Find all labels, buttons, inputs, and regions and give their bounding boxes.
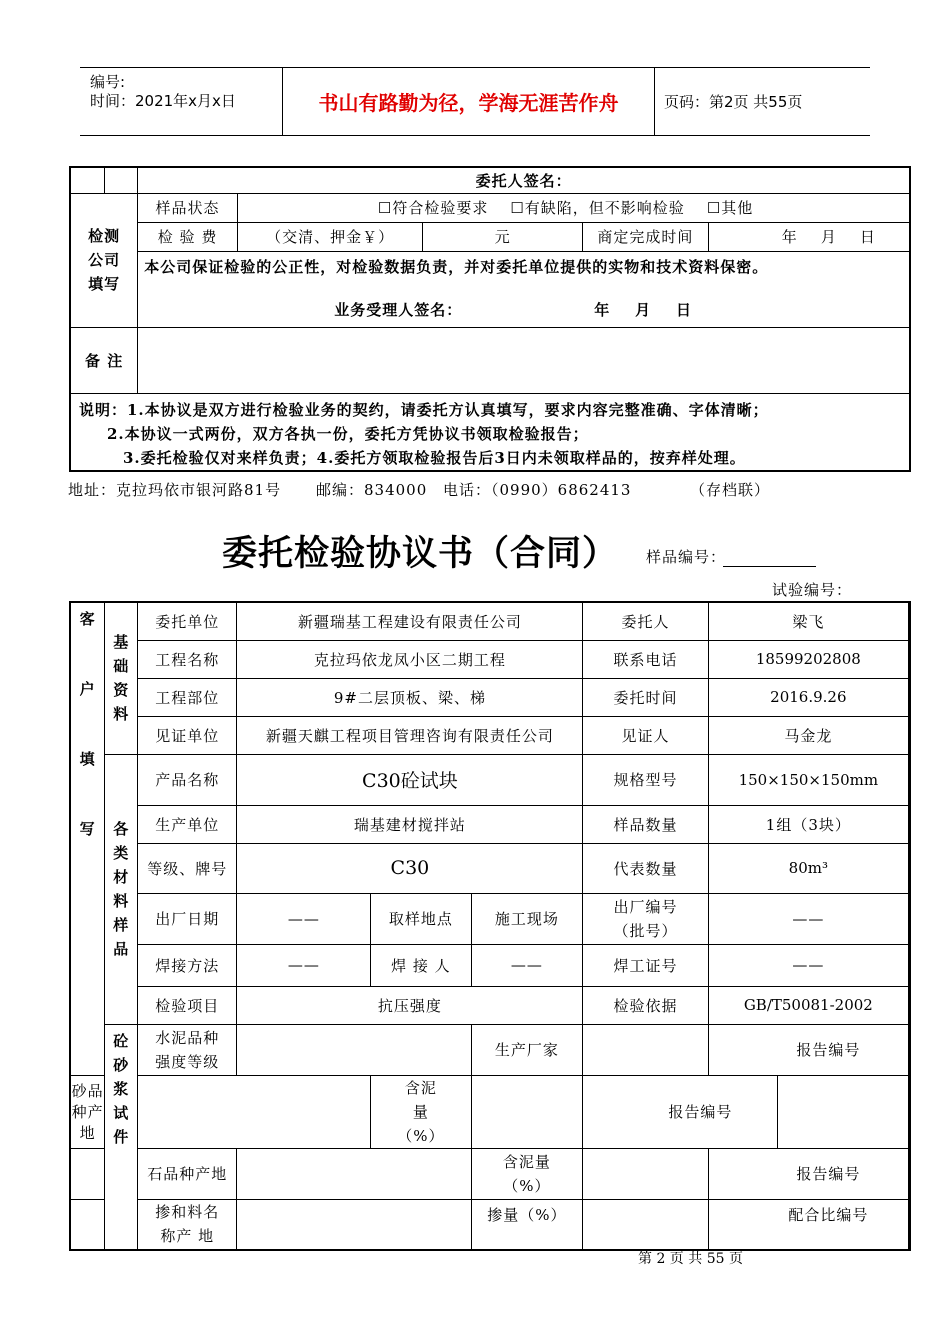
guarantee-text: 本公司保证检验的公正性，对检验数据负责，并对委托单位提供的实物和技术资料保密。 (144, 257, 769, 276)
phone-label: 联系电话 (613, 650, 678, 669)
manufacturer-label: 生产厂家 (494, 1041, 559, 1059)
maker-label: 生产单位 (155, 815, 220, 834)
entrust-date-label: 委托时间 (613, 688, 678, 707)
sample-no-field[interactable] (723, 566, 816, 567)
product-name: C30砼试块 (362, 770, 458, 792)
archive-copy: （存档联） (690, 481, 771, 499)
test-no-label: 试验编号： (772, 581, 853, 599)
opt-defect-checkbox[interactable]: ☐有缺陷，但不影响检验 (510, 199, 685, 217)
item-label: 检验项目 (155, 996, 220, 1015)
completion-label: 商定完成时间 (597, 228, 694, 246)
grade-label: 等级、牌号 (147, 859, 228, 878)
header-number: 编号: (90, 73, 126, 91)
note-line-2: 2.本协议一式两份，双方各执一份，委托方凭协议书领取检验报告； (107, 424, 589, 443)
test-item: 抗压强度 (377, 996, 442, 1015)
product-label: 产品名称 (155, 771, 220, 789)
note-line-1: 说明：1.本协议是双方进行检验业务的契约，请委托方认真填写，要求内容完整准确、字体清晰； (79, 400, 769, 419)
project-label: 工程名称 (155, 650, 220, 669)
handler-signature: 业务受理人签名： (334, 300, 463, 319)
sample-place-label: 取样地点 (388, 910, 453, 928)
project-name: 克拉玛依龙凤小区二期工程 (313, 650, 506, 669)
report-label-2: 报告编号 (668, 1103, 733, 1121)
sample-no-label: 样品编号： (646, 548, 727, 566)
weld-method: —— (287, 956, 320, 974)
witness-unit: 新疆天麒工程项目管理咨询有限责任公司 (265, 726, 554, 745)
materials-section-label: 各 类 材 料 样 品 (113, 820, 130, 958)
header-motto: 书山有路勤为径，学海无涯苦作舟 (318, 90, 619, 115)
spec-label: 规格型号 (613, 771, 678, 789)
postcode: 邮编：834000 (316, 481, 428, 499)
dosage-label: 掺量（%） (487, 1205, 567, 1224)
rep-label: 代表数量 (613, 859, 678, 878)
opt-other-checkbox[interactable]: ☐其他 (706, 199, 754, 217)
header-time: 时间：2021年x月x日 (90, 92, 236, 110)
entrust-date: 2016.9.26 (770, 688, 847, 706)
entruster-label: 委托人 (621, 612, 670, 631)
part-label: 工程部位 (155, 688, 220, 707)
address: 地址：克拉玛依市银河路81号 (68, 481, 282, 499)
basic-section-label: 基 础 资 料 (113, 633, 130, 724)
basis-label: 检验依据 (613, 996, 678, 1015)
fee-note: （交清、押金￥） (266, 228, 395, 246)
project-part: 9#二层顶板、梁、梯 (333, 688, 486, 707)
sample-place: 施工现场 (494, 910, 559, 928)
mud-content-label-2: 含泥量（%） (502, 1152, 551, 1195)
completion-date: 年 月 日 (781, 228, 876, 246)
witness-unit-label: 见证单位 (155, 726, 220, 745)
company-section-label: 检测 公司 填写 (88, 227, 121, 293)
entrust-unit: 新疆瑞基工程建设有限责任公司 (297, 612, 522, 631)
form-title: 委托检验协议书（合同） (222, 533, 619, 574)
qty-label: 样品数量 (613, 815, 678, 834)
header-bottom-rule (80, 135, 870, 136)
fee-label: 检 验 费 (157, 228, 218, 246)
cert-label: 焊工证号 (613, 956, 678, 975)
office-phone: 电话：（0990）6862413 (443, 481, 632, 499)
rep-qty: 80m³ (788, 859, 828, 877)
factory-date-label: 出厂日期 (155, 910, 220, 928)
cement-label: 水泥品种强度等级 (155, 1028, 220, 1071)
yuan-unit: 元 (494, 228, 511, 246)
spec-value: 150×150×150mm (738, 770, 879, 789)
handler-date: 年 月 日 (594, 300, 692, 319)
handler-signature-row (138, 277, 909, 320)
witness: 马金龙 (784, 726, 833, 745)
batch-label: 出厂编号（批号） (613, 897, 678, 940)
sand-label: 砂品种产地 (71, 1082, 104, 1142)
client-signature: 委托人签名： (475, 171, 572, 190)
client-section-label: 客 户 填 写 (79, 610, 96, 838)
sample-state-label: 样品状态 (155, 199, 220, 217)
entruster: 梁飞 (792, 612, 825, 631)
report-label-1: 报告编号 (796, 1041, 861, 1059)
header-divider-right (654, 67, 655, 135)
weld-method-label: 焊接方法 (155, 956, 220, 975)
opt-meets-checkbox[interactable]: ☐符合检验要求 (377, 199, 489, 217)
welder-label: 焊 接 人 (391, 956, 451, 975)
test-basis: GB/T50081-2002 (743, 996, 873, 1014)
witness-label: 见证人 (621, 726, 670, 745)
mud-content-label-1: 含泥量（%） (397, 1078, 445, 1145)
header-page: 页码：第2页 共55页 (664, 92, 803, 111)
grade-value: C30 (390, 857, 430, 879)
remarks-label: 备 注 (84, 351, 124, 370)
footer-page: 第 2 页 共 55 页 (638, 1251, 743, 1267)
mortar-section-label: 砼 砂 浆 试 件 (113, 1031, 130, 1146)
entrust-unit-label: 委托单位 (155, 612, 220, 631)
note-line-3: 3.委托检验仅对来样负责；4.委托方领取检验报告后3日内未领取样品的，按弃样处理。 (123, 448, 746, 467)
admixture-label: 掺和料名称产 地 (155, 1202, 220, 1245)
stone-label: 石品种产地 (147, 1165, 228, 1183)
batch-no: —— (792, 909, 825, 928)
sample-state-options (238, 197, 909, 218)
welder: —— (510, 956, 543, 974)
contact-phone: 18599202808 (755, 650, 861, 668)
maker: 瑞基建材搅拌站 (353, 815, 466, 834)
top-form-table (69, 166, 911, 472)
report-label-3: 报告编号 (796, 1165, 861, 1183)
client-table (69, 601, 911, 1251)
cert-no: —— (792, 956, 825, 974)
mix-ratio-label: 配合比编号 (788, 1205, 869, 1224)
factory-date: —— (287, 909, 320, 928)
sample-qty: 1组（3块） (765, 815, 851, 834)
